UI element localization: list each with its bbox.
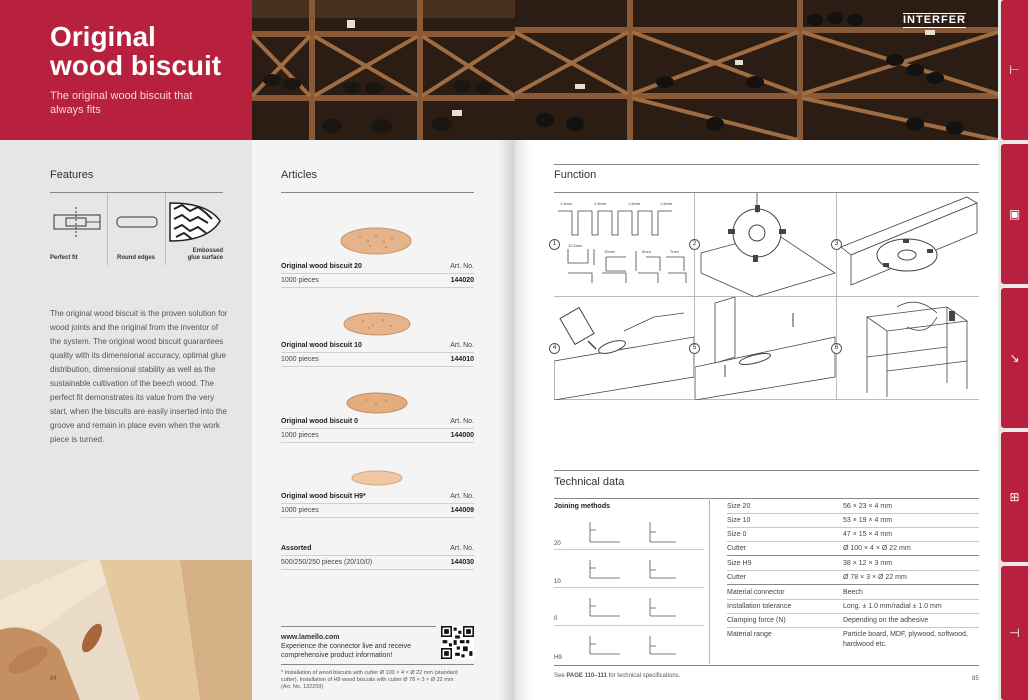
step-number: 4 (549, 343, 560, 354)
website-block (281, 633, 441, 660)
function-heading: Function (554, 169, 597, 181)
biscuit-h9-image (351, 470, 403, 486)
tech-key: Material connector (727, 589, 785, 596)
function-step-6 (834, 297, 979, 400)
joining-methods-heading: Joining methods (554, 503, 610, 510)
article-number: 144010 (450, 356, 474, 363)
bottom-rule (554, 665, 979, 666)
wood-joint-image (0, 560, 252, 700)
wine-rack-image (252, 0, 515, 140)
article-rule (281, 517, 474, 518)
article-qty: 500/250/250 pieces (20/10/0) (281, 559, 373, 566)
chapter-tabs (998, 0, 1028, 700)
website-link[interactable]: www.lamello.com (281, 634, 340, 641)
tab-chapter-5[interactable] (1001, 566, 1028, 700)
fastener-icon: ▣ (1008, 207, 1021, 221)
technical-divider (709, 498, 710, 664)
tab-chapter-1[interactable] (1001, 0, 1028, 140)
function-step-2 (692, 193, 837, 297)
connector-icon: ⊢ (1009, 63, 1020, 77)
tech-key: Cutter (727, 574, 747, 581)
function-step-3 (834, 193, 979, 297)
tech-row-size-0 (727, 528, 979, 542)
see-suffix: for technical specifications. (608, 673, 681, 679)
article-qty: 1000 pieces (281, 507, 319, 514)
art-no-label: Art. No. (450, 545, 474, 552)
page-number-right: 85 (972, 676, 979, 682)
svg-text:1.5mm: 1.5mm (594, 201, 607, 206)
tech-value: Particle board, MDF, plywood, softwood, hardwood etc. (843, 631, 968, 648)
article-number: 144030 (450, 559, 474, 566)
page-number-left: 84 (50, 676, 57, 682)
feature-label-line-1: Embossed (192, 248, 223, 254)
article-rule (281, 287, 474, 288)
article-rule (281, 503, 474, 504)
article-qty: 1000 pieces (281, 356, 319, 363)
feature-label-line-2: glue surface (187, 255, 223, 261)
tech-key: Clamping force (N) (727, 617, 786, 624)
tech-row-material (727, 586, 979, 600)
page-gutter (498, 140, 532, 700)
article-rule (281, 273, 474, 274)
step-number: 3 (831, 239, 842, 250)
wine-rack-photo-left (252, 0, 515, 140)
tech-row-cutter-h9 (727, 571, 979, 585)
function-step-5 (692, 297, 837, 400)
joining-row-h9 (554, 626, 704, 664)
tech-value: Long. ± 1.0 mm/radial ± 1.0 mm (843, 603, 942, 610)
round-edges-icon (114, 203, 164, 243)
joint-icon: ⊞ (1009, 490, 1020, 504)
svg-text:1.5mm: 1.5mm (628, 201, 641, 206)
joining-label: 20 (554, 541, 561, 547)
page-title (50, 22, 240, 80)
function-top-rule (554, 164, 979, 165)
feature-label (188, 248, 223, 262)
art-no-label: Art. No. (450, 263, 474, 270)
tech-key: Material range (727, 631, 772, 638)
function-step-4 (554, 297, 695, 400)
see-specs-note (554, 673, 680, 679)
joining-label: 0 (554, 616, 558, 622)
article-rule (281, 555, 474, 556)
glue-application-diagram (554, 297, 694, 400)
tech-key: Size 0 (727, 531, 747, 538)
article-number: 144009 (450, 507, 474, 514)
tech-key: Installation tolerance (727, 603, 792, 610)
article-number: 144020 (450, 277, 474, 284)
tab-chapter-2[interactable] (1001, 144, 1028, 284)
see-prefix: See (554, 673, 565, 679)
tech-value: 47 × 15 × 4 mm (843, 531, 893, 538)
hinge-icon: ↘ (1009, 351, 1020, 365)
article-name: Original wood biscuit 0 (281, 418, 359, 425)
svg-text:10mm: 10mm (604, 249, 616, 254)
svg-text:1.5mm: 1.5mm (660, 201, 673, 206)
articles-rule (281, 192, 474, 193)
description-text: The original wood biscuit is the proven solution for wood joints and the original from the inventor of the system. The original wood biscuit guarantees quality with its dimensional accuracy, optimal glue distribution, dimensional stability as well as the sustainable cultivation of the beech wood. The perfect fit demonstrates its value from the very start, when the biscuits are easily inserted into the groove and remain in place even when the work piece is turned. (50, 309, 228, 444)
feature-perfect-fit (50, 193, 108, 265)
biscuit-10-image (343, 312, 411, 336)
svg-text:1.5mm: 1.5mm (560, 201, 573, 206)
function-diagram-grid (554, 193, 979, 400)
tech-value: Ø 78 × 3 × Ø 22 mm (843, 574, 907, 581)
svg-text:12.5mm: 12.5mm (568, 243, 583, 248)
joining-label: 10 (554, 579, 561, 585)
step-number: 2 (689, 239, 700, 250)
tech-value: Ø 100 × 4 × Ø 22 mm (843, 545, 911, 552)
article-rule (281, 352, 474, 353)
tech-value: Beech (843, 589, 863, 596)
website-text: Experience the connector live and receive comprehensive product information! (281, 643, 411, 659)
article-qty: 1000 pieces (281, 277, 319, 284)
feature-label: Round edges (117, 255, 156, 261)
groove-dimensions-diagram (554, 193, 694, 293)
feature-embossed-glue (166, 193, 223, 265)
svg-text:7mm: 7mm (670, 249, 679, 254)
embossed-glue-icon (168, 199, 222, 245)
joining-row-0 (554, 588, 704, 626)
footnote-rule (281, 664, 474, 665)
insert-biscuit-diagram (695, 297, 837, 400)
clamp-icon: ⊣ (1009, 626, 1020, 640)
clamping-diagram (837, 297, 979, 400)
article-number: 144000 (450, 432, 474, 439)
tab-chapter-3[interactable] (1001, 288, 1028, 428)
tech-row-cutter (727, 542, 979, 556)
article-name: Original wood biscuit 10 (281, 342, 362, 349)
article-rule (281, 366, 474, 367)
see-page-link[interactable]: PAGE 110–111 (566, 673, 607, 679)
tech-value: 56 × 23 × 4 mm (843, 503, 893, 510)
joining-row-20 (554, 512, 704, 550)
article-qty: 1000 pieces (281, 432, 319, 439)
step-number: 6 (831, 343, 842, 354)
brand-logo: INTERFER (903, 14, 966, 26)
tech-key: Size 20 (727, 503, 751, 510)
art-no-label: Art. No. (450, 418, 474, 425)
qr-code-icon[interactable] (441, 626, 474, 659)
joining-label: H9 (554, 655, 562, 661)
article-rule (281, 569, 474, 570)
joining-row-10 (554, 550, 704, 588)
tech-value: 53 × 19 × 4 mm (843, 517, 893, 524)
title-line-1: Original (50, 21, 156, 52)
tech-row-size-h9 (727, 557, 979, 571)
art-no-label: Art. No. (450, 342, 474, 349)
tech-row-size-20 (727, 500, 979, 514)
article-name: Original wood biscuit 20 (281, 263, 362, 270)
title-line-2: wood biscuit (50, 50, 222, 81)
tech-key: Size H9 (727, 560, 752, 567)
step-number: 1 (549, 239, 560, 250)
biscuit-20-image (340, 227, 412, 255)
article-rule (281, 442, 474, 443)
technical-top-rule (554, 470, 979, 471)
articles-heading: Articles (281, 169, 318, 181)
tech-row-tolerance (727, 600, 979, 614)
grooving-board-diagram (837, 193, 979, 297)
joining-diagram (554, 626, 704, 664)
function-step-1 (554, 193, 695, 297)
tech-row-material-range (727, 628, 979, 652)
web-rule (281, 626, 436, 627)
perfect-fit-icon (52, 203, 102, 243)
feature-label: Perfect fit (50, 255, 78, 261)
footnote: * Installation of wood biscuits with cutter Ø 100 × 4 × Ø 22 mm (standard cutter). Installation of H9 wood biscuits with cutter Ø 78 × 3 × Ø 22 mm (Art. No. 132209) (281, 670, 458, 690)
step-number: 5 (689, 343, 700, 354)
joining-diagram (554, 550, 704, 588)
tech-value: Depending on the adhesive (843, 617, 929, 624)
page-subtitle: The original wood biscuit that always fits (50, 90, 193, 116)
tech-key: Size 10 (727, 517, 751, 524)
article-name: Assorted (281, 545, 312, 552)
biscuit-0-image (346, 392, 408, 414)
features-heading: Features (50, 169, 94, 181)
technical-rule (554, 498, 979, 499)
technical-heading: Technical data (554, 476, 625, 488)
tech-value: 38 × 12 × 3 mm (843, 560, 893, 567)
tab-chapter-4[interactable] (1001, 432, 1028, 562)
wood-biscuit-photo (0, 560, 252, 700)
joining-diagram (554, 588, 704, 626)
article-name: Original wood biscuit H9* (281, 493, 366, 500)
tech-key: Cutter (727, 545, 747, 552)
feature-round-edges (108, 193, 166, 265)
tech-row-size-10 (727, 514, 979, 528)
svg-text:8mm: 8mm (642, 249, 651, 254)
tech-row-clamping (727, 614, 979, 628)
art-no-label: Art. No. (450, 493, 474, 500)
cutter-blade-diagram (695, 193, 837, 297)
joining-diagram (554, 512, 704, 550)
article-rule (281, 428, 474, 429)
